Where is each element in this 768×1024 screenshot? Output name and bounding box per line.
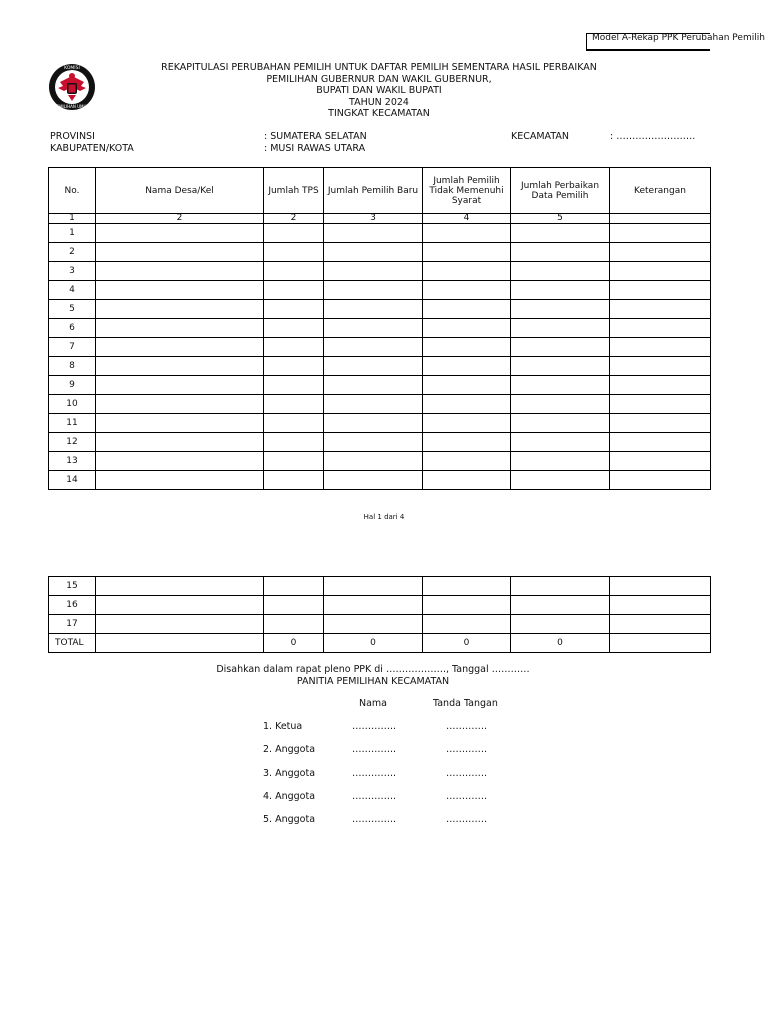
row-number: 2 [49, 243, 96, 262]
empty-cell [423, 243, 511, 262]
row-number: 6 [49, 319, 96, 338]
table-row [49, 338, 711, 357]
empty-cell [511, 471, 610, 490]
empty-cell [511, 281, 610, 300]
empty-cell [264, 433, 324, 452]
empty-cell [96, 224, 264, 243]
kecamatan-label: KECAMATAN [511, 131, 569, 142]
empty-cell [264, 300, 324, 319]
empty-cell [264, 338, 324, 357]
empty-cell [423, 414, 511, 433]
member-role: 3. Anggota [263, 767, 316, 779]
row-number: 10 [49, 395, 96, 414]
index-cell: 2 [96, 214, 264, 224]
empty-cell [423, 471, 511, 490]
row-number: 1 [49, 224, 96, 243]
index-cell [610, 214, 711, 224]
empty-cell [423, 338, 511, 357]
empty-cell [511, 319, 610, 338]
empty-cell [423, 319, 511, 338]
empty-cell [423, 395, 511, 414]
empty-cell [96, 452, 264, 471]
empty-cell [264, 471, 324, 490]
empty-cell [96, 243, 264, 262]
document-title [150, 62, 608, 120]
member-signature-blank: …………. [446, 721, 488, 732]
empty-cell [264, 357, 324, 376]
empty-cell [610, 414, 711, 433]
header-keterangan: Keterangan [610, 168, 711, 214]
empty-cell [324, 471, 423, 490]
member-signature-blank: …………. [446, 790, 488, 802]
table-row [49, 357, 711, 376]
provinsi-value: : SUMATERA SELATAN [264, 131, 367, 142]
row-number: 8 [49, 357, 96, 376]
empty-cell [511, 433, 610, 452]
table-row [49, 577, 711, 596]
empty-cell [96, 395, 264, 414]
empty-cell [511, 243, 610, 262]
empty-cell [96, 300, 264, 319]
form-model-label: Model A-Rekap PPK Perubahan Pemilih [586, 33, 710, 51]
empty-cell [423, 452, 511, 471]
index-cell: 2 [264, 214, 324, 224]
empty-cell [96, 281, 264, 300]
table-row [49, 300, 711, 319]
table-row [49, 281, 711, 300]
total-label: TOTAL [49, 634, 96, 653]
empty-cell [511, 224, 610, 243]
member-name-blank: ………….. [352, 744, 397, 756]
empty-cell [324, 300, 423, 319]
empty-cell [610, 615, 711, 634]
empty-cell [610, 577, 711, 596]
empty-cell [324, 452, 423, 471]
table-row [49, 319, 711, 338]
table-row [49, 395, 711, 414]
empty-cell [610, 452, 711, 471]
empty-cell [96, 414, 264, 433]
empty-cell [610, 224, 711, 243]
empty-cell [96, 615, 264, 634]
empty-cell [511, 300, 610, 319]
table-row [49, 471, 711, 490]
member-signature-blank: …………. [446, 744, 488, 756]
empty-cell [264, 319, 324, 338]
kabupaten-label: KABUPATEN/KOTA [50, 143, 134, 154]
title-line: BUPATI DAN WAKIL BUPATI [316, 85, 442, 96]
member-name-blank: ………….. [352, 814, 397, 826]
empty-cell [96, 319, 264, 338]
row-number: 3 [49, 262, 96, 281]
header-no: No. [49, 168, 96, 214]
empty-cell [511, 577, 610, 596]
header-jumlah-tps: Jumlah TPS [264, 168, 324, 214]
empty-cell [610, 338, 711, 357]
table-row [49, 262, 711, 281]
empty-cell [511, 414, 610, 433]
table-row [49, 414, 711, 433]
empty-cell [96, 577, 264, 596]
member-name-blank: ………….. [352, 767, 397, 779]
total-tidak-memenuhi-syarat: 0 [423, 634, 511, 653]
empty-cell [423, 433, 511, 452]
rekap-table-page-1 [48, 167, 711, 490]
title-line: TINGKAT KECAMATAN [328, 108, 430, 119]
empty-cell [511, 395, 610, 414]
empty-cell [610, 395, 711, 414]
empty-cell [96, 433, 264, 452]
empty-cell [511, 262, 610, 281]
header-tidak-memenuhi-syarat: Jumlah Pemilih Tidak Memenuhi Syarat [423, 168, 511, 214]
empty-cell [423, 262, 511, 281]
empty-cell [324, 281, 423, 300]
table-row [49, 596, 711, 615]
total-row [49, 634, 711, 653]
row-number: 16 [49, 596, 96, 615]
empty-cell [511, 452, 610, 471]
empty-cell [324, 338, 423, 357]
column-nama: Nama [359, 698, 388, 709]
row-number: 13 [49, 452, 96, 471]
empty-cell [264, 224, 324, 243]
empty-cell [511, 615, 610, 634]
empty-cell [324, 319, 423, 338]
empty-cell [96, 338, 264, 357]
kecamatan-value: : ……………………. [610, 131, 696, 142]
header-perbaikan-data: Jumlah Perbaikan Data Pemilih [511, 168, 610, 214]
index-cell: 3 [324, 214, 423, 224]
svg-text:PEMILIHAN UMUM: PEMILIHAN UMUM [54, 104, 90, 109]
empty-cell [610, 281, 711, 300]
table-row [49, 376, 711, 395]
empty-cell [423, 281, 511, 300]
total-jumlah-tps: 0 [264, 634, 324, 653]
row-number: 11 [49, 414, 96, 433]
index-cell: 4 [423, 214, 511, 224]
empty-cell [96, 376, 264, 395]
empty-cell [264, 262, 324, 281]
title-line: PEMILIHAN GUBERNUR DAN WAKIL GUBERNUR, [266, 73, 492, 85]
empty-cell [324, 395, 423, 414]
index-cell: 5 [511, 214, 610, 224]
empty-cell [610, 300, 711, 319]
empty-cell [324, 414, 423, 433]
empty-cell [264, 615, 324, 634]
column-index-row [49, 214, 711, 224]
svg-text:KOMISI: KOMISI [64, 66, 80, 71]
member-signature-blank: …………. [446, 767, 488, 779]
kabupaten-value: : MUSI RAWAS UTARA [264, 143, 366, 154]
empty-cell [511, 596, 610, 615]
row-number: 5 [49, 300, 96, 319]
empty-cell [324, 243, 423, 262]
row-number: 15 [49, 577, 96, 596]
empty-cell [423, 300, 511, 319]
table-row [49, 224, 711, 243]
empty-cell [610, 357, 711, 376]
empty-cell [96, 262, 264, 281]
table-row [49, 615, 711, 634]
empty-cell [324, 224, 423, 243]
row-number: 7 [49, 338, 96, 357]
member-role: 2. Anggota [263, 744, 316, 756]
row-number: 4 [49, 281, 96, 300]
member-name-blank: ………….. [352, 790, 397, 802]
total-cell-empty [96, 634, 264, 653]
empty-cell [423, 577, 511, 596]
empty-cell [264, 395, 324, 414]
total-perbaikan-data: 0 [511, 634, 610, 653]
empty-cell [610, 596, 711, 615]
table-row [49, 243, 711, 262]
empty-cell [511, 376, 610, 395]
rekap-table-page-2 [48, 576, 711, 653]
column-tanda-tangan: Tanda Tangan [433, 698, 498, 709]
empty-cell [96, 596, 264, 615]
empty-cell [324, 596, 423, 615]
header-nama-desa: Nama Desa/Kel [96, 168, 264, 214]
empty-cell [423, 224, 511, 243]
table-row [49, 452, 711, 471]
empty-cell [511, 357, 610, 376]
empty-cell [423, 596, 511, 615]
empty-cell [610, 471, 711, 490]
title-line: REKAPITULASI PERUBAHAN PEMILIH UNTUK DAFTAR PEMILIH SEMENTARA HASIL PERBAIKAN [161, 62, 597, 73]
empty-cell [511, 338, 610, 357]
row-number: 14 [49, 471, 96, 490]
member-role: 1. Ketua [263, 721, 303, 732]
row-number: 9 [49, 376, 96, 395]
empty-cell [264, 243, 324, 262]
page-number: Hal 1 dari 4 [363, 513, 405, 521]
total-pemilih-baru: 0 [324, 634, 423, 653]
member-name-blank: ………….. [352, 721, 397, 732]
table-row [49, 433, 711, 452]
empty-cell [264, 577, 324, 596]
empty-cell [264, 281, 324, 300]
empty-cell [264, 596, 324, 615]
committee-title: PANITIA PEMILIHAN KECAMATAN [296, 676, 450, 687]
empty-cell [610, 319, 711, 338]
row-number: 17 [49, 615, 96, 634]
pleno-statement: Disahkan dalam rapat pleno PPK di ………………., Tanggal ………… [216, 664, 530, 675]
empty-cell [324, 577, 423, 596]
empty-cell [264, 452, 324, 471]
table-header-row [49, 168, 711, 214]
member-signature-blank: …………. [446, 814, 488, 826]
empty-cell [423, 357, 511, 376]
total-keterangan [610, 634, 711, 653]
empty-cell [264, 414, 324, 433]
index-cell: 1 [49, 214, 96, 224]
empty-cell [324, 615, 423, 634]
kpu-logo [47, 60, 97, 114]
empty-cell [324, 376, 423, 395]
garuda-emblem-icon [47, 60, 97, 114]
empty-cell [96, 357, 264, 376]
empty-cell [610, 262, 711, 281]
empty-cell [423, 615, 511, 634]
empty-cell [324, 262, 423, 281]
empty-cell [610, 243, 711, 262]
empty-cell [610, 433, 711, 452]
row-number: 12 [49, 433, 96, 452]
header-pemilih-baru: Jumlah Pemilih Baru [324, 168, 423, 214]
member-role: 4. Anggota [263, 790, 316, 802]
title-line: TAHUN 2024 [349, 96, 409, 108]
empty-cell [423, 376, 511, 395]
empty-cell [324, 357, 423, 376]
empty-cell [324, 433, 423, 452]
empty-cell [610, 376, 711, 395]
provinsi-label: PROVINSI [50, 131, 95, 142]
empty-cell [264, 376, 324, 395]
member-role: 5. Anggota [263, 814, 316, 826]
empty-cell [96, 471, 264, 490]
